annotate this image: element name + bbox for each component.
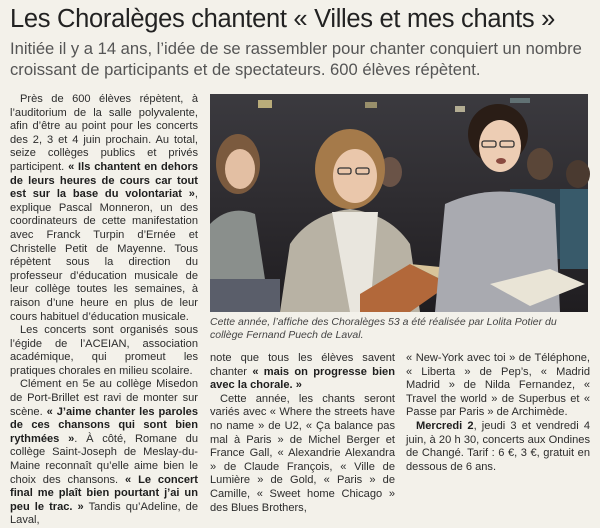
body-text: Cette année, les chants seront variés avec « Where the streets have no name » de U2, « Ça balance pas mal à Paris » de Michel Berger et France Gall, « Alexandrie Alexandra » de Claude François, « Ville de Lumière » de Gold, « Paris » de Camille, « Sweet home Chicago » des Blues Brothers, bbox=[210, 392, 395, 514]
article-column-2 bbox=[210, 352, 395, 514]
body-text: note que tous les élèves savent chanter bbox=[210, 352, 395, 378]
photo-caption: Cette année, l’affiche des Choralèges 53 a été réalisée par Lolita Potier du collège Fernand Puech de Laval. bbox=[210, 316, 557, 341]
article-paragraph bbox=[10, 93, 198, 324]
article-paragraph bbox=[210, 352, 395, 393]
quote-text: « J’aime chanter les paroles de ces chansons qui sont bien rythmées » bbox=[10, 405, 198, 445]
body-text: Tandis qu’Adeline, de Laval, bbox=[10, 500, 198, 527]
body-text: Clément en 5e au collège Misedon de Port-Brillet est ravi de monter sur scène. bbox=[10, 378, 198, 418]
body-text: , jeudi 3 et vendredi 4 juin, à 20 h 30, concerts aux Ondines de Changé. Tarif : 6 €, 3 €, gratuit en dessous de 6 ans. bbox=[406, 419, 590, 473]
lede: Initiée il y a 14 ans, l’idée de se rassembler pour chanter conquiert un nombre croissant de participants et de spectateurs. 600 élèves répètent. bbox=[10, 39, 582, 79]
article-column-1 bbox=[10, 93, 198, 527]
article-paragraph bbox=[10, 324, 198, 378]
choir-photo bbox=[210, 94, 588, 312]
body-text: . À côté, Romane du collège Saint-Joseph de Meslay-du-Maine reconnaît qu’elle aime bien le choix des chansons. bbox=[10, 432, 198, 486]
headline: Les Choralèges chantent « Villes et mes chants » bbox=[10, 5, 556, 33]
article-paragraph bbox=[10, 378, 198, 528]
quote-text: « mais on progresse bien avec la chorale. » bbox=[210, 365, 395, 392]
quote-text: « Ils chantent en dehors de leurs heures de cours car tout est sur la base du volontariat » bbox=[10, 160, 198, 201]
body-text: Les concerts sont organisés sous l’égide de l’ACEIAN, association académique, qui promeut les pratiques chorales en milieu scolaire. bbox=[10, 324, 198, 377]
body-text: , explique Pascal Monneron, un des coordinateurs de cette manifestation avec Franck Turpin d’Ernée et Christelle Petit de Mayenne. Tous répètent sous la direction du professeur d’éducation musicale de leur collège toutes les semaines, à raison d’une heure en plus de leur cours habituel d’éducation musicale. bbox=[10, 188, 198, 323]
article-paragraph bbox=[210, 393, 395, 515]
article-paragraph bbox=[406, 420, 590, 474]
article-column-3 bbox=[406, 352, 590, 502]
quote-text: « Le concert final me plaît bien pourtant j’ai un peu le trac. » bbox=[10, 473, 198, 513]
article-paragraph bbox=[406, 352, 590, 420]
body-text: Près de 600 élèves répètent, à l’auditorium de la salle polyvalente, afin d’être au point pour les concerts des 2, 3 et 4 juin prochain. Au total, seize collèges publics et privés participent. bbox=[10, 93, 198, 173]
quote-text: Mercredi 2 bbox=[416, 419, 474, 432]
body-text: « New-York avec toi » de Téléphone, « Liberta » de Pep’s, « Madrid Madrid » de Nilda Fernandez, « Travel the world » de Superbus et « Passe par Paris » de Archimède. bbox=[406, 352, 590, 419]
